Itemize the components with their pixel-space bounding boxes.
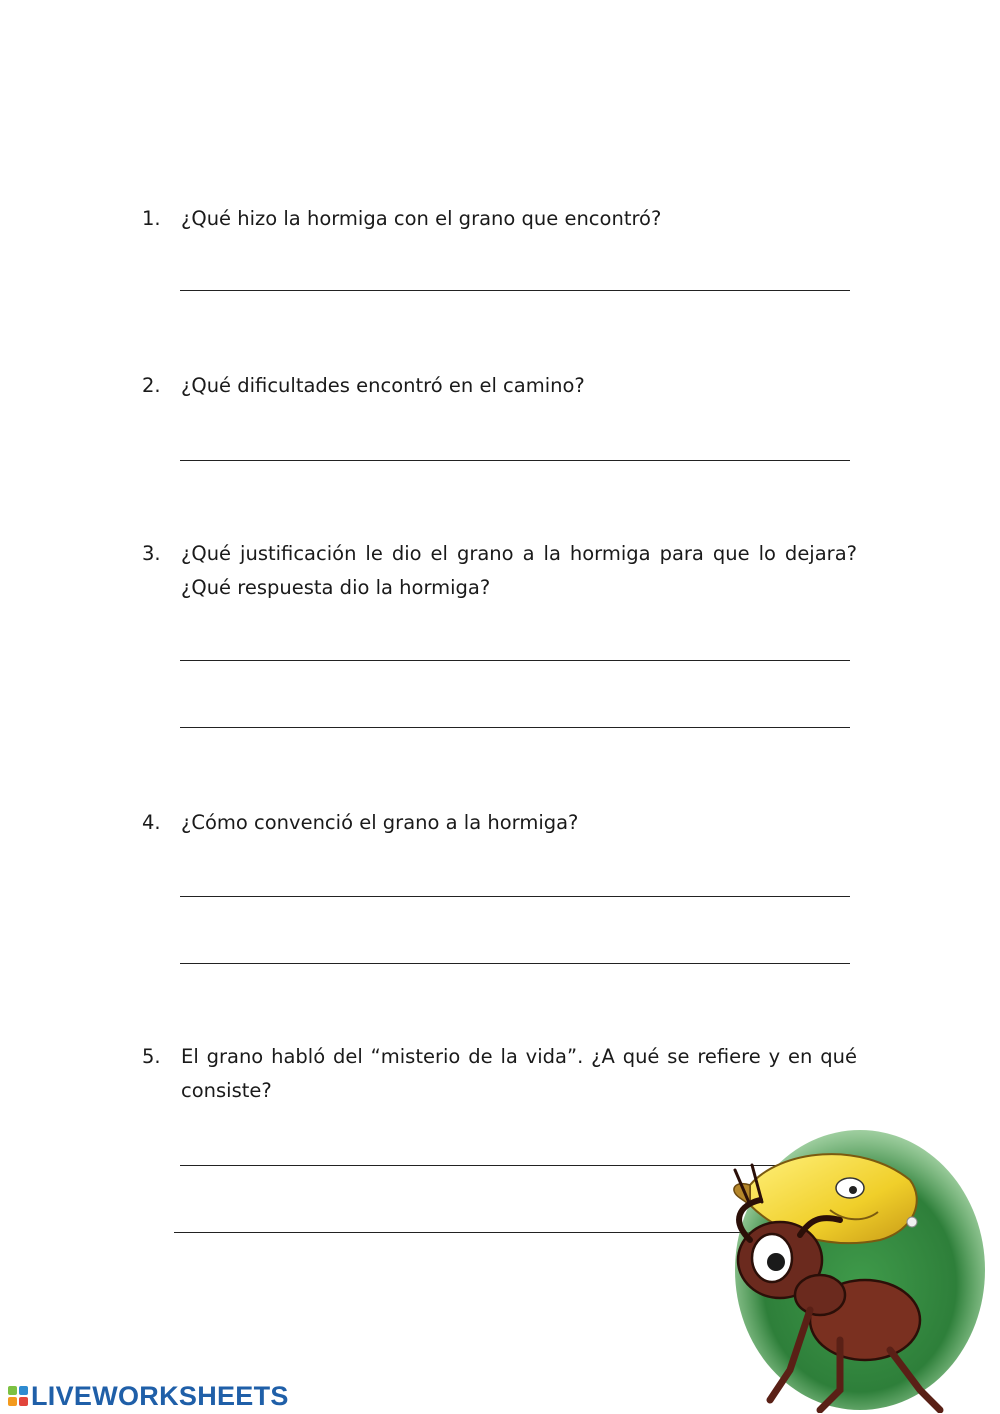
question-number: 5. — [142, 1045, 161, 1068]
question-text: El grano habló del “misterio de la vida”. ¿A qué se refiere y en qué consiste? — [181, 1045, 857, 1102]
answer-line-3b[interactable] — [180, 727, 850, 728]
question-number: 1. — [142, 207, 161, 230]
answer-line-5b[interactable] — [174, 1232, 774, 1233]
liveworksheets-brand — [8, 1378, 289, 1414]
question-text: ¿Qué hizo la hormiga con el grano que encontró? — [181, 207, 662, 230]
liveworksheets-logo-icon — [8, 1386, 28, 1406]
question-number: 2. — [142, 374, 161, 397]
ant-carrying-grain-icon — [690, 1110, 1000, 1413]
answer-line-3a[interactable] — [180, 660, 850, 661]
question-text: ¿Cómo convenció el grano a la hormiga? — [181, 811, 579, 834]
answer-line-2a[interactable] — [180, 460, 850, 461]
answer-line-4a[interactable] — [180, 896, 850, 897]
answer-line-4b[interactable] — [180, 963, 850, 964]
question-number: 4. — [142, 811, 161, 834]
answer-line-1a[interactable] — [180, 290, 850, 291]
question-text: ¿Qué dificultades encontró en el camino? — [181, 374, 585, 397]
question-number: 3. — [142, 542, 161, 565]
question-text: ¿Qué justificación le dio el grano a la hormiga para que lo dejara? ¿Qué respuesta dio la hormiga? — [181, 542, 857, 599]
brand-text: LIVEWORKSHEETS — [31, 1380, 289, 1411]
